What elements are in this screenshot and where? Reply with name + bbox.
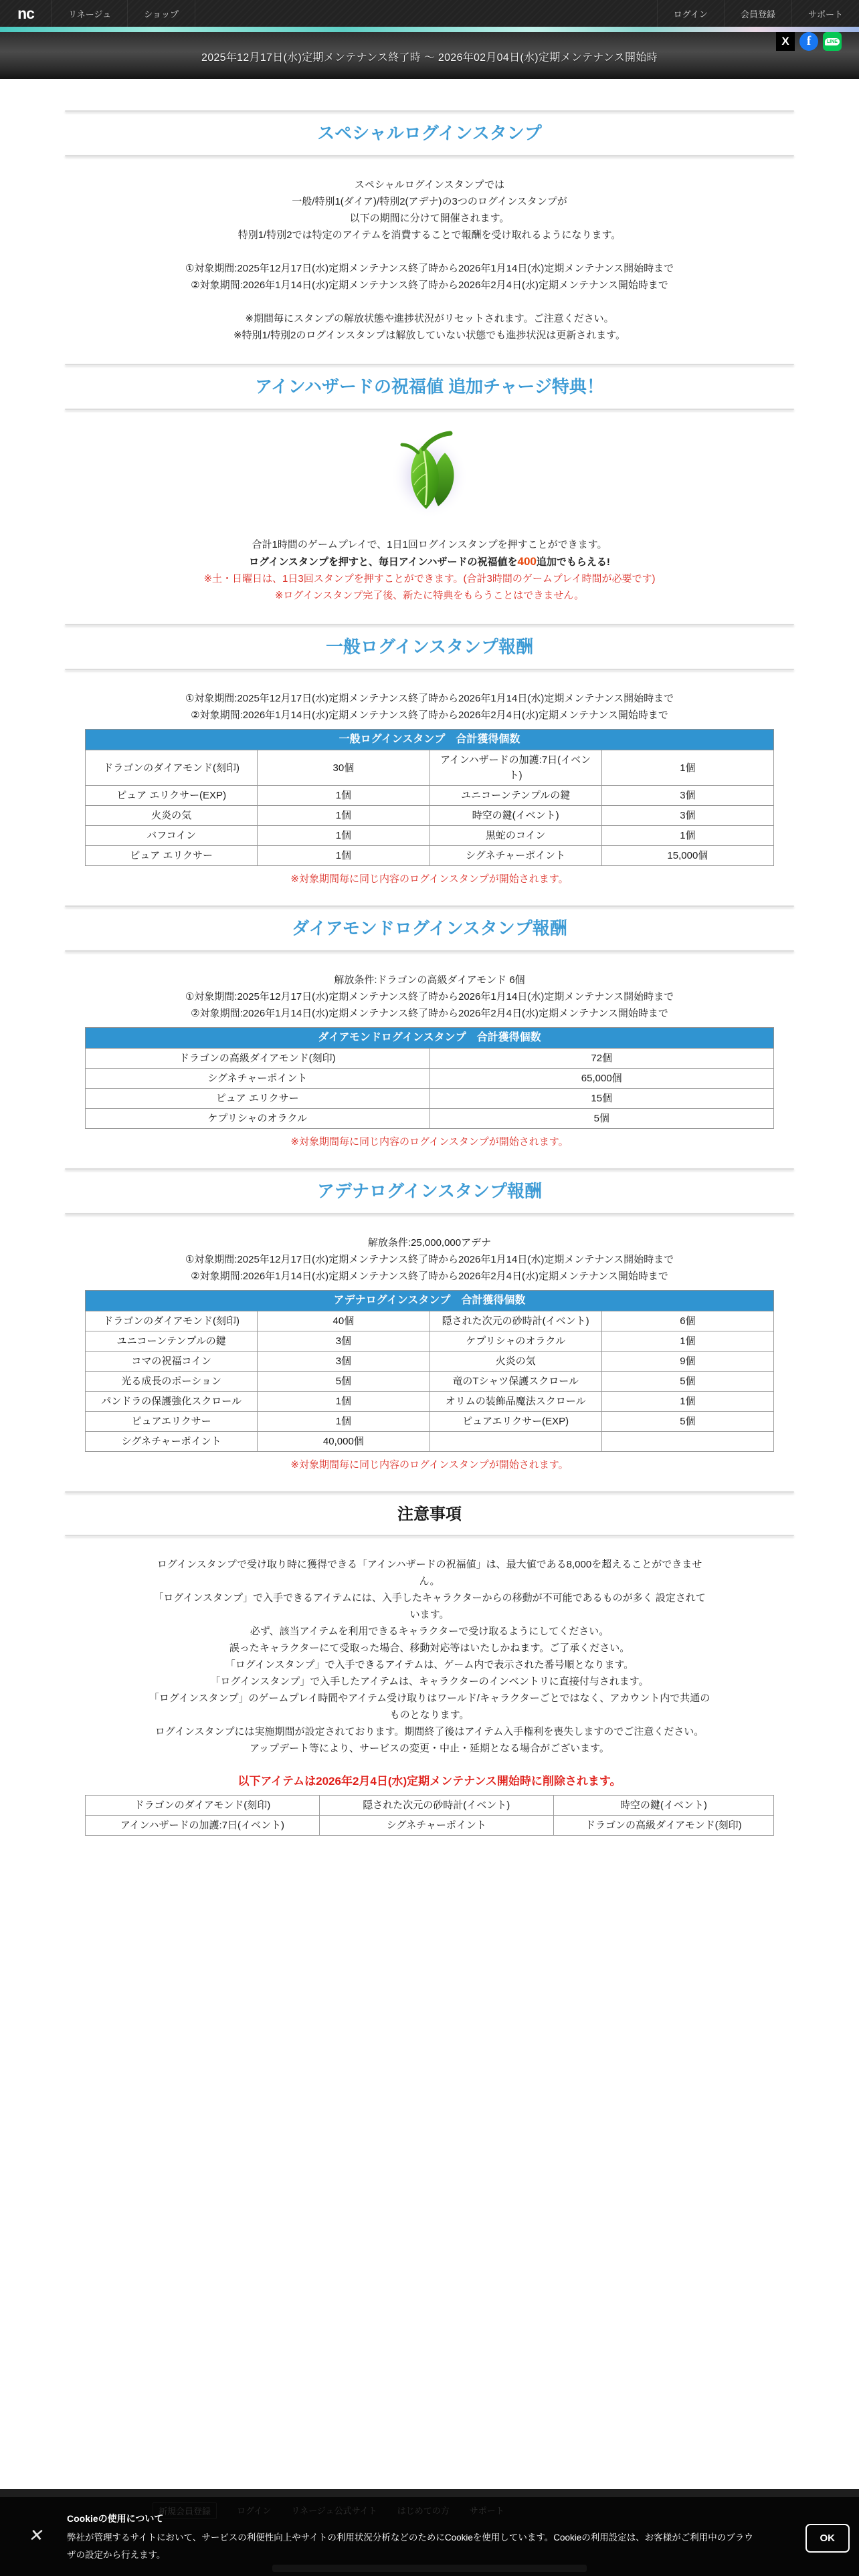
table-cell: 1個: [601, 1392, 773, 1412]
table-cell: コマの祝福コイン: [86, 1352, 258, 1372]
text-line: 解放条件:ドラゴンの高級ダイアモンド 6個: [334, 974, 525, 986]
table-cell: 竜のTシャツ保護スクロール: [430, 1372, 601, 1392]
table-cell: 15,000個: [601, 846, 773, 866]
text-line: [149, 243, 710, 260]
section-divider: [65, 669, 794, 670]
text-line: 合計1時間のゲームプレイで、1日1回ログインスタンプを押すことができます。: [252, 539, 607, 550]
hero-image-strip: [0, 27, 859, 32]
table-cell: 3個: [601, 786, 773, 806]
table-cell: ピュア エリクサー: [86, 1089, 430, 1109]
table-cell: ピュアエリクサー: [86, 1412, 258, 1432]
section-divider: [65, 1213, 794, 1214]
table-cell: ドラゴンのダイアモンド(刻印): [86, 1311, 258, 1331]
table-row: [86, 1049, 774, 1069]
text-line: ①対象期間:2025年12月17日(水)定期メンテナンス終了時から2026年1月14日(水)定期メンテナンス開始時まで: [185, 1254, 674, 1265]
cookie-body: 弊社が管理するサイトにおいて、サービスの利便性向上やサイトの利用状況分析などのためにCookieを使用しています。Cookieの利用設定は、お客様がご利用中のブラウザの設定から行えます。: [67, 2533, 753, 2560]
deletion-items-table: [85, 1795, 774, 1836]
adena-period: [149, 1235, 710, 1285]
table-row: [86, 750, 774, 786]
table-cell: 3個: [258, 1331, 430, 1352]
text-line: ※特別1/特別2のログインスタンプは解放していない状態でも進捗状況は更新されます。: [233, 330, 626, 341]
nav-item-shop[interactable]: ショップ: [128, 0, 195, 27]
text-line: ②対象期間:2026年1月14日(水)定期メンテナンス終了時から2026年2月4日(水)定期メンテナンス開始時まで: [191, 710, 668, 721]
text-line: ②対象期間:2026年1月14日(水)定期メンテナンス終了時から2026年2月4日(水)定期メンテナンス開始時まで: [191, 1271, 668, 1282]
table-cell: 光る成長のポーション: [86, 1372, 258, 1392]
table-cell: 黒蛇のコイン: [430, 826, 601, 846]
section-divider: [65, 110, 794, 112]
special-description: [149, 177, 710, 344]
footer-link-official[interactable]: リネージュ公式サイト: [291, 2506, 377, 2516]
table-cell: 9個: [601, 1352, 773, 1372]
adena-rewards: [65, 1290, 794, 1452]
section-divider: [65, 905, 794, 907]
table-cell: 40個: [258, 1311, 430, 1331]
table-cell: バフコイン: [86, 826, 258, 846]
adena-rewards-table: [85, 1290, 774, 1452]
text-line: [149, 553, 710, 570]
main-content: [65, 79, 794, 1836]
section-divider: [65, 1535, 794, 1536]
general-period: [149, 690, 710, 724]
maintenance-period-text: 2025年12月17日(水)定期メンテナンス終了時 ～ 2026年02月04日(水)定期メンテナンス開始時: [201, 52, 658, 64]
section-divider: [65, 409, 794, 410]
table-cell: 1個: [601, 826, 773, 846]
table-row: [86, 1372, 774, 1392]
table-cell: 5個: [430, 1109, 774, 1129]
table-cell: ユニコーンテンプルの鍵: [430, 786, 601, 806]
cookie-title: Cookieの使用について: [67, 2513, 164, 2524]
table-cell: アインハザードの加護:7日(イベント): [86, 1816, 320, 1836]
table-row: [86, 806, 774, 826]
section-title-special: スペシャルログインスタンプ: [317, 123, 542, 143]
section-title-adena: アデナログインスタンプ報酬: [317, 1181, 542, 1201]
table-header: ダイアモンドログインスタンプ 合計獲得個数: [86, 1028, 774, 1049]
diamond-rewards: [65, 1027, 794, 1129]
table-cell: ピュアエリクサー(EXP): [430, 1412, 601, 1432]
text-line: 「ログインスタンプ」で入手したアイテムは、キャラクターのインベントリに直接付与されます。: [210, 1676, 649, 1687]
table-cell: シグネチャーポイント: [86, 1069, 430, 1089]
text-line: [149, 294, 710, 310]
green-leaf-icon: [379, 423, 480, 524]
table-cell: 火炎の気: [86, 806, 258, 826]
table-cell: 1個: [258, 806, 430, 826]
text-line: 誤ったキャラクターにて受取った場合、移動対応等はいたしかねます。ご了承ください。: [229, 1642, 630, 1654]
x-share-icon[interactable]: X: [776, 32, 795, 51]
table-row: [86, 846, 774, 866]
line-logo-label: LINE: [825, 38, 840, 45]
text-line: ※期間毎にスタンプの解放状態や進捗状況がリセットされます。ご注意ください。: [245, 313, 614, 324]
deletion-notice: 以下アイテムは2026年2月4日(水)定期メンテナンス開始時に削除されます。: [237, 1775, 622, 1788]
text-line: ①対象期間:2025年12月17日(水)定期メンテナンス終了時から2026年1月14日(水)定期メンテナンス開始時まで: [185, 263, 674, 274]
text-line: 「ログインスタンプ」で入手できるアイテムは、ゲーム内で表示された番号順となります。: [225, 1659, 634, 1671]
table-header: 一般ログインスタンプ 合計獲得個数: [86, 730, 774, 750]
table-row: [86, 1089, 774, 1109]
table-cell: 1個: [258, 826, 430, 846]
table-row: [86, 826, 774, 846]
table-cell: ケプリシャのオラクル: [430, 1331, 601, 1352]
text-line: ②対象期間:2026年1月14日(水)定期メンテナンス終了時から2026年2月4日(水)定期メンテナンス開始時まで: [191, 1008, 668, 1019]
cautions-description: [149, 1556, 710, 1757]
table-cell: ドラゴンのダイアモンド(刻印): [86, 1796, 320, 1816]
facebook-share-icon[interactable]: f: [799, 32, 818, 51]
table-cell: 3個: [601, 806, 773, 826]
table-cell: パンドラの保護強化スクロール: [86, 1392, 258, 1412]
general-rewards: [65, 729, 794, 866]
section-divider: [65, 364, 794, 365]
table-row: [86, 1392, 774, 1412]
nav-item-lineage[interactable]: リネージュ: [52, 0, 128, 27]
navbar-right: [657, 0, 859, 27]
text-line: 「ログインスタンプ」で入手できるアイテムには、入手したキャラクターからの移動が不可能であるものが多く 設定されています。: [153, 1592, 706, 1620]
footer-link-beginner[interactable]: はじめての方: [397, 2506, 450, 2516]
table-cell: 5個: [258, 1372, 430, 1392]
table-cell: 5個: [601, 1372, 773, 1392]
nav-item-support[interactable]: サポート: [791, 0, 859, 27]
table-cell: 火炎の気: [430, 1352, 601, 1372]
text-line: スペシャルログインスタンプでは: [355, 179, 504, 191]
table-cell: 3個: [258, 1352, 430, 1372]
table-cell: 隠された次元の砂時計(イベント): [319, 1796, 553, 1816]
table-cell: 30個: [258, 750, 430, 786]
table-row: [86, 1311, 774, 1331]
text-segment: ログインスタンプを押すと、毎日アインハザードの祝福値を: [249, 556, 518, 568]
text-line: 一般/特別1(ダイア)/特別2(アデナ)の3つのログインスタンプが: [292, 196, 567, 207]
section-divider: [65, 1491, 794, 1493]
section-divider: [65, 624, 794, 625]
blessing-description: [149, 536, 710, 604]
footer-link-support[interactable]: サポート: [469, 2506, 504, 2516]
general-rewards-table: [85, 729, 774, 866]
table-cell: 1個: [258, 786, 430, 806]
table-row: [86, 1412, 774, 1432]
table-cell: シグネチャーポイント: [319, 1816, 553, 1836]
share-buttons: [776, 32, 842, 51]
table-cell: 1個: [258, 1412, 430, 1432]
text-line: 必ず、該当アイテムを利用できるキャラクターで受け取るようにしてください。: [250, 1626, 609, 1637]
table-cell: 40,000個: [258, 1432, 430, 1452]
table-cell: オリムの装飾品魔法スクロール: [430, 1392, 601, 1412]
section-title-general: 一般ログインスタンプ報酬: [326, 637, 533, 657]
text-line: ※ログインスタンプ完了後、新たに特典をもらうことはできません。: [274, 590, 585, 601]
section-title-diamond: ダイアモンドログインスタンプ報酬: [292, 918, 567, 938]
table-row: [86, 1331, 774, 1352]
table-row: [86, 1432, 774, 1452]
blessing-leaf-image: [65, 423, 794, 527]
line-share-icon[interactable]: [823, 32, 842, 51]
table-cell: [601, 1432, 773, 1452]
footer-link-register[interactable]: 新規会員登録: [153, 2502, 217, 2519]
text-line: 特別1/特別2では特定のアイテムを消費することで報酬を受け取れるようになります。: [237, 229, 622, 241]
table-header: アデナログインスタンプ 合計獲得個数: [86, 1291, 774, 1311]
footer-link-login[interactable]: ログイン: [237, 2506, 272, 2516]
close-icon[interactable]: ✕: [27, 2525, 46, 2545]
table-cell: ユニコーンテンプルの鍵: [86, 1331, 258, 1352]
table-row: [86, 1796, 774, 1816]
table-cell: 1個: [258, 1392, 430, 1412]
cookie-banner: [0, 2497, 859, 2576]
table-cell: 5個: [601, 1412, 773, 1432]
deletion-items: [65, 1795, 794, 1836]
table-cell: 15個: [430, 1089, 774, 1109]
section-title-blessing: アインハザードの祝福値 追加チャージ特典！: [255, 377, 604, 397]
table-cell: アインハザードの加護:7日(イベント): [430, 750, 601, 786]
section-divider: [65, 1168, 794, 1170]
table-cell: シグネチャーポイント: [86, 1432, 258, 1452]
diamond-period: [149, 972, 710, 1022]
text-line: アップデート等により、サービスの変更・中止・延期となる場合がございます。: [250, 1743, 609, 1754]
section-title-cautions: 注意事項: [397, 1505, 462, 1523]
text-segment: 追加でもらえる!: [536, 556, 610, 568]
text-line: 「ログインスタンプ」のゲームプレイ時間やアイテム受け取りはワールド/キャラクターごとではなく、アカウント内で共通のものとなります。: [149, 1693, 710, 1721]
page-footer: [0, 2489, 859, 2576]
table-cell: 1個: [258, 846, 430, 866]
text-line: ①対象期間:2025年12月17日(水)定期メンテナンス終了時から2026年1月14日(水)定期メンテナンス開始時まで: [185, 991, 674, 1002]
table-cell: ピュア エリクサー(EXP): [86, 786, 258, 806]
text-line: ログインスタンプには実施期間が設定されております。期間終了後はアイテム入手権利を喪失しますのでご注意ください。: [155, 1726, 704, 1737]
table-cell: 隠された次元の砂時計(イベント): [430, 1311, 601, 1331]
cookie-ok-button[interactable]: OK: [805, 2524, 850, 2553]
table-cell: [430, 1432, 601, 1452]
diamond-rewards-table: [85, 1027, 774, 1129]
nav-item-login[interactable]: ログイン: [657, 0, 724, 27]
text-line: ①対象期間:2025年12月17日(水)定期メンテナンス終了時から2026年1月14日(水)定期メンテナンス開始時まで: [185, 693, 674, 704]
table-cell: 1個: [601, 750, 773, 786]
table-cell: 1個: [601, 1331, 773, 1352]
nc-logo[interactable]: nc: [0, 0, 52, 27]
text-line: ログインスタンプで受け取り時に獲得できる「アインハザードの祝福値」は、最大値である8,000を超えることができません。: [157, 1559, 702, 1587]
table-row: [86, 1109, 774, 1129]
maintenance-banner: [0, 32, 859, 79]
cookie-text: [67, 2512, 759, 2564]
table-cell: ドラゴンの高級ダイアモンド(刻印): [86, 1049, 430, 1069]
table-row: [86, 786, 774, 806]
navbar-left: [0, 0, 195, 27]
table-cell: ドラゴンのダイアモンド(刻印): [86, 750, 258, 786]
text-segment: 400: [517, 555, 537, 568]
text-line: ※土・日曜日は、1日3回スタンプを押すことができます。(合計3時間のゲームプレイ時間が必要です): [203, 573, 656, 584]
table-row: [86, 1816, 774, 1836]
nav-item-register[interactable]: 会員登録: [724, 0, 791, 27]
table-cell: ピュア エリクサー: [86, 846, 258, 866]
table-cell: ドラゴンの高級ダイアモンド(刻印): [553, 1816, 773, 1836]
table-cell: 6個: [601, 1311, 773, 1331]
table-row: [86, 1352, 774, 1372]
table-cell: 時空の鍵(イベント): [430, 806, 601, 826]
section-divider: [65, 950, 794, 952]
table-row: [86, 1069, 774, 1089]
section-divider: [65, 155, 794, 156]
text-line: 以下の期間に分けて開催されます。: [349, 213, 510, 224]
table-cell: ケプリシャのオラクル: [86, 1109, 430, 1129]
repeat-note: ※対象期間毎に同じ内容のログインスタンプが開始されます。: [290, 1136, 569, 1148]
table-cell: 72個: [430, 1049, 774, 1069]
table-cell: 65,000個: [430, 1069, 774, 1089]
table-cell: シグネチャーポイント: [430, 846, 601, 866]
top-navbar: [0, 0, 859, 27]
text-line: 解放条件:25,000,000アデナ: [367, 1237, 492, 1249]
repeat-note: ※対象期間毎に同じ内容のログインスタンプが開始されます。: [290, 873, 569, 885]
repeat-note: ※対象期間毎に同じ内容のログインスタンプが開始されます。: [290, 1459, 569, 1471]
text-line: ②対象期間:2026年1月14日(水)定期メンテナンス終了時から2026年2月4日(水)定期メンテナンス開始時まで: [191, 280, 668, 291]
table-cell: 時空の鍵(イベント): [553, 1796, 773, 1816]
